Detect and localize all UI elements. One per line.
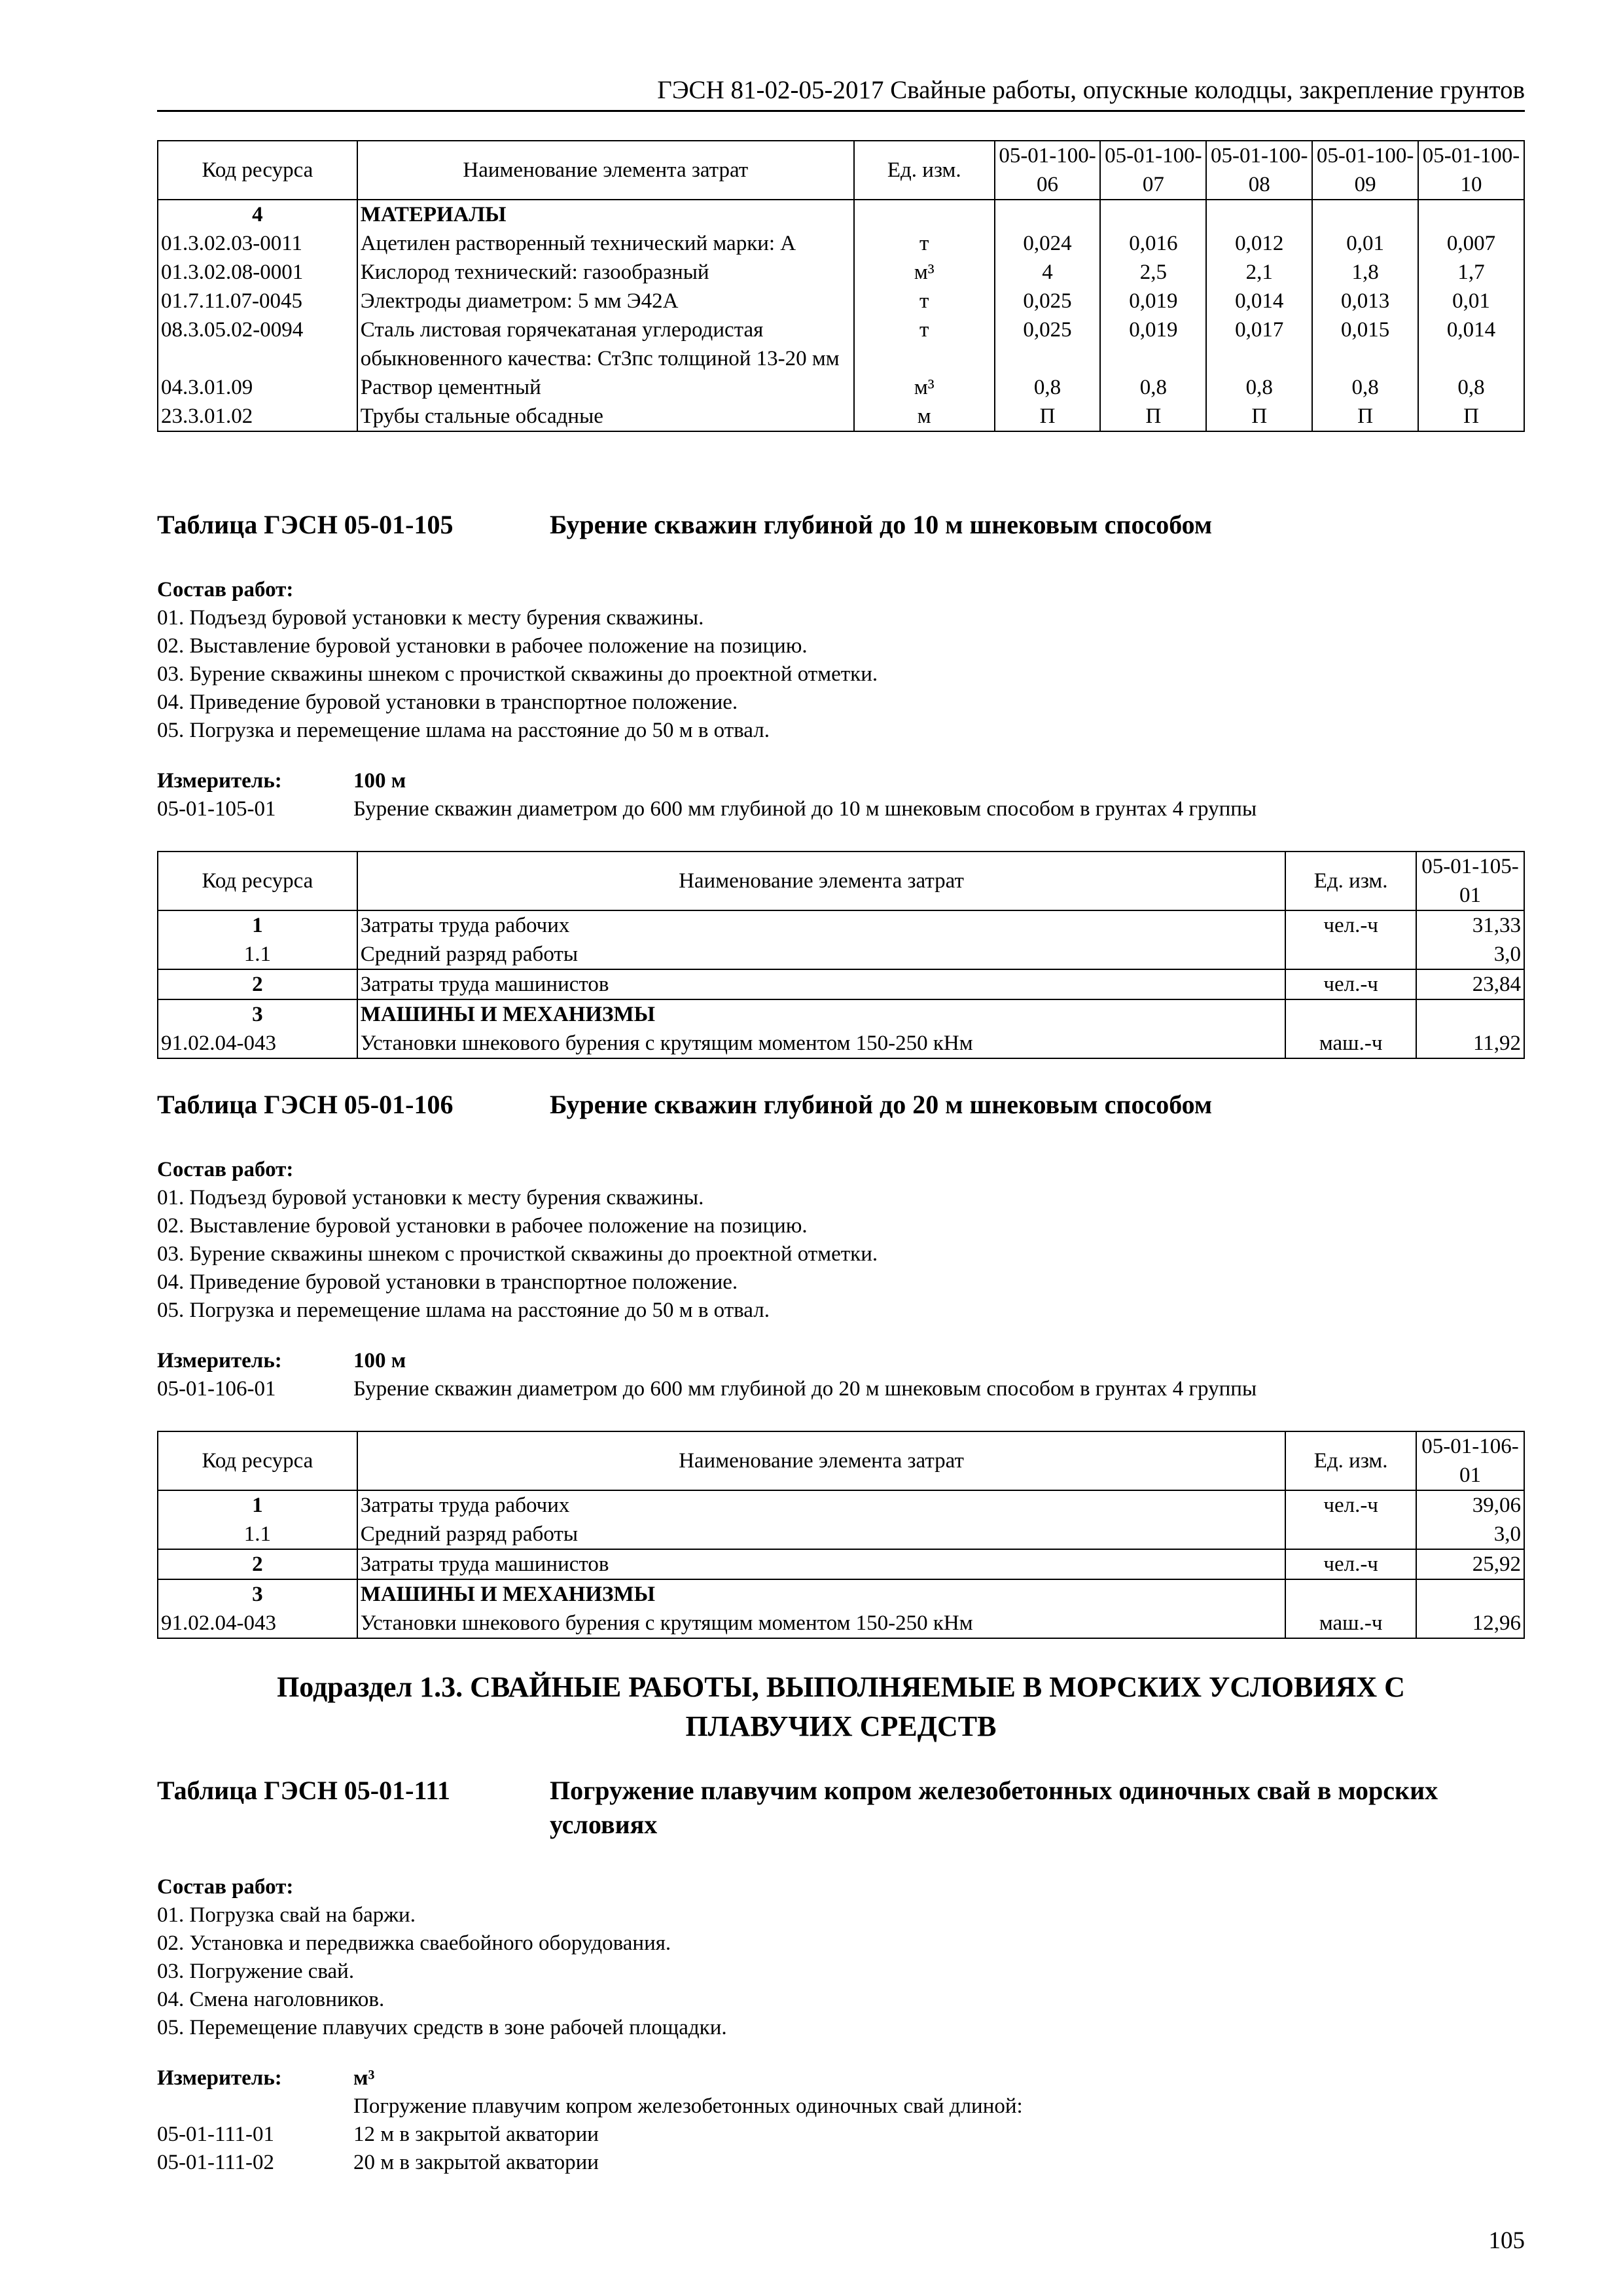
col-header-value: 05-01-100-10 [1418,141,1524,200]
resource-value: 0,8 [1206,373,1312,402]
resource-name: Затраты труда рабочих [357,1490,1285,1520]
resource-unit: чел.-ч [1285,910,1416,940]
measure-label: Измеритель: [157,2066,282,2090]
resource-code: 1 [158,1490,357,1520]
resource-value: 0,013 [1312,287,1418,315]
col-header-name: Наименование элемента затрат [357,1431,1285,1490]
position-name: Бурение скважин диаметром до 600 мм глубиной до 10 м шнековым способом в грунтах 4 группы [353,797,1257,821]
table-row [158,1579,1524,1609]
section-code: 3 [158,1579,357,1609]
table-number: Таблица ГЭСН 05-01-105 [157,510,454,539]
resource-unit [1285,940,1416,969]
resource-value: П [1100,402,1206,431]
position-group-name: Погружение плавучим копром железобетонных одиночных свай длиной: [353,2094,1023,2118]
resource-unit: м³ [854,373,995,402]
table-row [158,373,1524,402]
resource-table-106 [157,1431,1525,1639]
work-composition-label: Состав работ: [157,1158,294,1181]
resource-value: 0,014 [1418,315,1524,373]
table-row [158,229,1524,258]
resource-value: 12,96 [1416,1609,1524,1638]
measure-unit: 100 м [353,769,406,793]
resource-value: 0,019 [1100,315,1206,373]
position-name: 20 м в закрытой акватории [353,2151,599,2174]
resource-value [1416,999,1524,1029]
resource-name: Раствор цементный [357,373,854,402]
work-composition [157,1873,727,2042]
table-row [158,287,1524,315]
resource-code: 2 [158,1549,357,1579]
col-header-code: Код ресурса [158,141,357,200]
resource-value: 31,33 [1416,910,1524,940]
resource-unit: м³ [854,258,995,287]
work-item: 02. Установка и передвижка сваебойного оборудования. [157,1931,671,1955]
resource-value: П [995,402,1101,431]
resource-value: 0,8 [1418,373,1524,402]
resource-unit: м [854,402,995,431]
work-item: 01. Погрузка свай на баржи. [157,1903,416,1927]
work-item: 05. Погрузка и перемещение шлама на расстояние до 50 м в отвал. [157,719,770,742]
resource-value: 3,0 [1416,1520,1524,1549]
resource-table-105 [157,851,1525,1059]
resource-value: 0,8 [1100,373,1206,402]
work-item: 03. Бурение скважины шнеком с прочисткой скважины до проектной отметки. [157,662,878,686]
work-composition [157,1156,878,1325]
position-code: 05-01-106-01 [157,1377,276,1401]
resource-value: 1,7 [1418,258,1524,287]
resource-unit: чел.-ч [1285,1549,1416,1579]
work-item: 01. Подъезд буровой установки к месту бурения скважины. [157,1186,704,1210]
col-header-unit: Ед. изм. [854,141,995,200]
resource-name: Установки шнекового бурения с крутящим моментом 150-250 кНм [357,1609,1285,1638]
resource-value: 11,92 [1416,1029,1524,1058]
section-name: МАТЕРИАЛЫ [357,200,854,229]
table-row [158,1490,1524,1520]
resource-unit: маш.-ч [1285,1029,1416,1058]
measure-label: Измеритель: [157,769,282,793]
col-header-code: Код ресурса [158,852,357,910]
resource-unit: т [854,315,995,373]
resource-value: 0,012 [1206,229,1312,258]
resource-value: 2,5 [1100,258,1206,287]
resource-value: 0,8 [1312,373,1418,402]
section-name: МАШИНЫ И МЕХАНИЗМЫ [357,1579,1285,1609]
table-row [158,315,1524,373]
resource-name: Установки шнекового бурения с крутящим моментом 150-250 кНм [357,1029,1285,1058]
resource-unit: т [854,229,995,258]
table-row [158,910,1524,940]
resource-value: 0,016 [1100,229,1206,258]
resource-code: 1.1 [158,1520,357,1549]
resource-code: 01.7.11.07-0045 [158,287,357,315]
table-title [157,508,1499,542]
resource-code: 23.3.01.02 [158,402,357,431]
resource-code: 1 [158,910,357,940]
col-header-code: Код ресурса [158,1431,357,1490]
col-header-value: 05-01-100-06 [995,141,1101,200]
table-row [158,969,1524,999]
resource-name: Затраты труда машинистов [357,969,1285,999]
work-item: 03. Погружение свай. [157,1960,355,1983]
resource-code: 2 [158,969,357,999]
resource-name: Затраты труда машинистов [357,1549,1285,1579]
resource-unit [1285,1520,1416,1549]
section-code: 4 [158,200,357,229]
resource-value: 0,017 [1206,315,1312,373]
resource-name: Средний разряд работы [357,1520,1285,1549]
resource-value: 0,025 [995,287,1101,315]
table-row [158,200,1524,229]
section-code: 3 [158,999,357,1029]
resource-code: 08.3.05.02-0094 [158,315,357,373]
resource-value: 3,0 [1416,940,1524,969]
col-header-value: 05-01-106-01 [1416,1431,1524,1490]
resource-unit: чел.-ч [1285,1490,1416,1520]
table-row [158,402,1524,431]
position-name: 12 м в закрытой акватории [353,2123,599,2146]
col-header-unit: Ед. изм. [1285,852,1416,910]
resource-code: 91.02.04-043 [158,1029,357,1058]
work-composition-label: Состав работ: [157,1875,294,1899]
resource-value: 0,014 [1206,287,1312,315]
resource-code: 01.3.02.08-0001 [158,258,357,287]
table-row [158,258,1524,287]
resource-name: Средний разряд работы [357,940,1285,969]
col-header-name: Наименование элемента затрат [357,852,1285,910]
resource-value: 23,84 [1416,969,1524,999]
work-item: 02. Выставление буровой установки в рабочее положение на позицию. [157,1214,808,1238]
resource-name: Электроды диаметром: 5 мм Э42А [357,287,854,315]
resource-value: 2,1 [1206,258,1312,287]
resource-unit [1285,999,1416,1029]
resource-unit: чел.-ч [1285,969,1416,999]
col-header-value: 05-01-100-09 [1312,141,1418,200]
resource-name: Трубы стальные обсадные [357,402,854,431]
work-item: 02. Выставление буровой установки в рабочее положение на позицию. [157,634,808,658]
table-title [157,1774,1499,1842]
work-composition-label: Состав работ: [157,578,294,601]
table-row [158,940,1524,969]
resource-value: 25,92 [1416,1549,1524,1579]
resource-name: Ацетилен растворенный технический марки: А [357,229,854,258]
table-row [158,1609,1524,1638]
col-header-value: 05-01-105-01 [1416,852,1524,910]
resource-value: 4 [995,258,1101,287]
resource-value: П [1312,402,1418,431]
work-item: 01. Подъезд буровой установки к месту бурения скважины. [157,606,704,630]
resource-code: 91.02.04-043 [158,1609,357,1638]
work-item: 04. Приведение буровой установки в транспортное положение. [157,691,738,714]
resource-name: Кислород технический: газообразный [357,258,854,287]
resource-value: 39,06 [1416,1490,1524,1520]
table-name: Бурение скважин глубиной до 20 м шнековым способом [550,1090,1213,1119]
resource-value: 0,015 [1312,315,1418,373]
table-row [158,1029,1524,1058]
measure-label: Измеритель: [157,1349,282,1372]
resource-value: 1,8 [1312,258,1418,287]
col-header-unit: Ед. изм. [1285,1431,1416,1490]
resource-value: 0,019 [1100,287,1206,315]
page-number: 105 [1488,2227,1525,2254]
col-header-value: 05-01-100-07 [1100,141,1206,200]
work-item: 05. Погрузка и перемещение шлама на расстояние до 50 м в отвал. [157,1299,770,1322]
resource-value: 0,007 [1418,229,1524,258]
resource-value: 0,01 [1418,287,1524,315]
measure-block [157,767,1257,823]
measure-unit: м³ [353,2066,375,2090]
resource-value: 0,024 [995,229,1101,258]
table-row [158,999,1524,1029]
measure-block [157,2064,1023,2177]
resource-name: Затраты труда рабочих [357,910,1285,940]
position-code: 05-01-111-02 [157,2151,275,2174]
resource-value: П [1418,402,1524,431]
table-row [158,1549,1524,1579]
position-name: Бурение скважин диаметром до 600 мм глубиной до 20 м шнековым способом в грунтах 4 группы [353,1377,1257,1401]
resource-name: Сталь листовая горячекатаная углеродистая обыкновенного качества: Ст3пс толщиной 13-20 мм [357,315,854,373]
position-code: 05-01-111-01 [157,2123,275,2146]
measure-unit: 100 м [353,1349,406,1372]
resource-code: 1.1 [158,940,357,969]
subsection-heading: Подраздел 1.3. СВАЙНЫЕ РАБОТЫ, ВЫПОЛНЯЕМЫЕ В МОРСКИХ УСЛОВИЯХ С ПЛАВУЧИХ СРЕДСТВ [277,1671,1405,1742]
work-item: 05. Перемещение плавучих средств в зоне рабочей площадки. [157,2016,727,2039]
table-number: Таблица ГЭСН 05-01-111 [157,1776,451,1805]
materials-table [157,140,1525,432]
resource-value: 0,025 [995,315,1101,373]
resource-value: П [1206,402,1312,431]
table-name: Погружение плавучим копром железобетонных одиночных свай в морских условиях [550,1776,1438,1839]
table-title [157,1088,1499,1122]
resource-unit: маш.-ч [1285,1609,1416,1638]
col-header-value: 05-01-100-08 [1206,141,1312,200]
resource-unit: т [854,287,995,315]
position-code: 05-01-105-01 [157,797,276,821]
resource-value: 0,8 [995,373,1101,402]
work-item: 04. Смена наголовников. [157,1988,385,2011]
work-item: 04. Приведение буровой установки в транспортное положение. [157,1270,738,1294]
section-name: МАШИНЫ И МЕХАНИЗМЫ [357,999,1285,1029]
table-number: Таблица ГЭСН 05-01-106 [157,1090,454,1119]
table-name: Бурение скважин глубиной до 10 м шнековым способом [550,510,1213,539]
resource-value: 0,01 [1312,229,1418,258]
col-header-name: Наименование элемента затрат [357,141,854,200]
resource-unit [1285,1579,1416,1609]
resource-code: 01.3.02.03-0011 [158,229,357,258]
measure-block [157,1347,1257,1403]
work-item: 03. Бурение скважины шнеком с прочисткой скважины до проектной отметки. [157,1242,878,1266]
table-row [158,1520,1524,1549]
resource-value [1416,1579,1524,1609]
page-header: ГЭСН 81-02-05-2017 Свайные работы, опускные колодцы, закрепление грунтов [157,73,1525,112]
resource-code: 04.3.01.09 [158,373,357,402]
work-composition [157,576,878,745]
